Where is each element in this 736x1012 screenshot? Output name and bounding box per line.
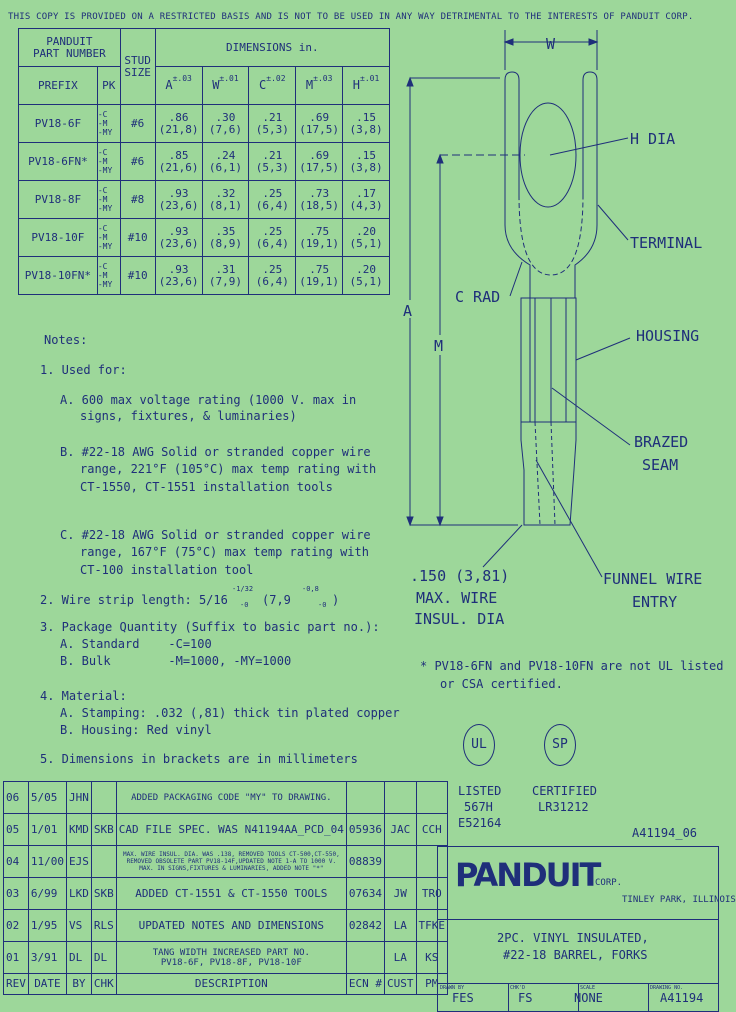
- cell-a: .86 (21,8): [155, 105, 202, 143]
- cell-s: #6: [120, 143, 155, 181]
- cell-a: .85 (21,6): [155, 143, 202, 181]
- revision-row: [4, 782, 448, 814]
- note-2: 2. Wire strip length: 5/16: [40, 593, 228, 607]
- col-tolerance: ±.01: [219, 73, 239, 83]
- rev-rev: 06: [4, 782, 29, 814]
- rev-cust: JW: [385, 878, 417, 910]
- col-letter: A: [165, 77, 173, 92]
- cell-s: #10: [120, 257, 155, 295]
- note-3a: A. Standard -C=100: [60, 637, 212, 651]
- note-2-tol1: -1/32: [232, 585, 254, 593]
- rev-cust: LA: [385, 942, 417, 974]
- rev-hdr-cust: CUST: [385, 974, 417, 995]
- rev-hdr-chk: CHK: [91, 974, 116, 995]
- cell-s: #10: [120, 219, 155, 257]
- label-terminal: TERMINAL: [630, 234, 703, 252]
- col-letter: C: [259, 77, 267, 92]
- cell-p: PV18-8F: [19, 181, 98, 219]
- rev-ecn: 05936: [346, 814, 384, 846]
- note-1: 1. Used for:: [40, 363, 127, 377]
- cell-w: .32 (8,1): [202, 181, 249, 219]
- cell-pk: -C -M -MY: [97, 219, 120, 257]
- rev-pm: KS: [416, 942, 448, 974]
- label-funnel-1: FUNNEL WIRE: [603, 570, 703, 588]
- cell-c: .21 (5,3): [249, 105, 296, 143]
- rev-chk: SKB: [91, 878, 116, 910]
- drawing-no-top: A41194_06: [632, 826, 698, 840]
- col-tolerance: ±.03: [313, 73, 333, 83]
- drawing-no-value: A41194: [660, 991, 704, 1005]
- col-tolerance: ±.02: [266, 73, 286, 83]
- rev-ecn: [346, 942, 384, 974]
- label-insul-1: .150 (3,81): [410, 567, 510, 585]
- rev-by: DL: [67, 942, 92, 974]
- note-1c-line1: C. #22-18 AWG Solid or stranded copper wire: [60, 528, 371, 542]
- cell-h: .20 (5,1): [343, 219, 390, 257]
- cell-h: .17 (4,3): [343, 181, 390, 219]
- label-c-rad: C RAD: [455, 288, 501, 306]
- rev-rev: 05: [4, 814, 29, 846]
- csa-logo: SP: [544, 724, 576, 766]
- rev-hdr-desc: DESCRIPTION: [116, 974, 346, 995]
- cell-m: .69 (17,5): [296, 105, 343, 143]
- listed-3: E52164: [458, 816, 502, 830]
- note-2-tol3: -0,8: [302, 585, 319, 593]
- scale-value: NONE: [574, 991, 603, 1005]
- cell-pk: -C -M -MY: [97, 257, 120, 295]
- certified-2: LR31212: [538, 800, 589, 814]
- rev-desc: UPDATED NOTES AND DIMENSIONS: [116, 910, 346, 942]
- hdr-pk: PK: [97, 67, 120, 105]
- label-w: W: [546, 35, 556, 53]
- rev-ecn: [346, 782, 384, 814]
- footnote-2: or CSA certified.: [440, 677, 563, 691]
- rev-date: 5/05: [28, 782, 66, 814]
- rev-date: 1/95: [28, 910, 66, 942]
- note-4: 4. Material:: [40, 689, 127, 703]
- cell-s: #6: [120, 105, 155, 143]
- label-funnel-2: ENTRY: [632, 593, 678, 611]
- rev-chk: DL: [91, 942, 116, 974]
- rev-date: 3/91: [28, 942, 66, 974]
- cell-pk: -C -M -MY: [97, 105, 120, 143]
- cell-w: .30 (7,6): [202, 105, 249, 143]
- cell-p: PV18-6FN*: [19, 143, 98, 181]
- rev-by: JHN: [67, 782, 92, 814]
- chkd-label: CHK'D: [510, 985, 526, 991]
- note-1a-line2: signs, fixtures, & luminaries): [80, 409, 297, 423]
- rev-by: LKD: [67, 878, 92, 910]
- listed-2: 567H: [464, 800, 493, 814]
- rev-cust: [385, 846, 417, 878]
- hdr-prefix: PREFIX: [19, 67, 98, 105]
- label-a: A: [403, 302, 413, 320]
- note-1b-line3: CT-1550, CT-1551 installation tools: [80, 480, 333, 494]
- note-2-tol4: -0: [318, 601, 327, 609]
- cell-p: PV18-10FN*: [19, 257, 98, 295]
- cell-h: .20 (5,1): [343, 257, 390, 295]
- rev-desc: MAX. WIRE INSUL. DIA. WAS .138, REMOVED TOOLS CT-500,CT-550, REMOVED OBSOLETE PART PV18-14F,UPDATED NOTE 1-A TO 1000 V. MAX. IN SIGNS,FIXTURES & LUMINARIES, ADDED NOTE "*": [116, 846, 346, 878]
- hdr-part1: PANDUIT: [46, 34, 93, 48]
- drawn-label: DRAWN BY: [440, 985, 465, 991]
- note-1a-line1: A. 600 max voltage rating (1000 V. max in: [60, 393, 357, 407]
- label-h-dia: H DIA: [630, 130, 676, 148]
- note-1b-line2: range, 221°F (105°C) max temp rating with: [80, 462, 377, 476]
- rev-rev: 04: [4, 846, 29, 878]
- rev-hdr-by: BY: [67, 974, 92, 995]
- certified-1: CERTIFIED: [532, 784, 598, 798]
- label-brazed: BRAZED: [634, 433, 689, 451]
- note-3: 3. Package Quantity (Suffix to basic part no.):: [40, 620, 380, 634]
- cell-a: .93 (23,6): [155, 219, 202, 257]
- cell-w: .31 (7,9): [202, 257, 249, 295]
- rev-date: 1/01: [28, 814, 66, 846]
- rev-rev: 02: [4, 910, 29, 942]
- rev-ecn: 07634: [346, 878, 384, 910]
- note-1c-line3: CT-100 installation tool: [80, 563, 254, 577]
- cell-p: PV18-10F: [19, 219, 98, 257]
- label-insul-2: MAX. WIRE: [416, 589, 498, 607]
- hdr-stud2: SIZE: [124, 65, 151, 79]
- rev-hdr-rev: REV: [4, 974, 29, 995]
- revision-row: [4, 878, 448, 910]
- rev-hdr-date: DATE: [28, 974, 66, 995]
- rev-cust: LA: [385, 910, 417, 942]
- rev-rev: 03: [4, 878, 29, 910]
- rev-chk: RLS: [91, 910, 116, 942]
- revision-row: [4, 814, 448, 846]
- rev-cust: JAC: [385, 814, 417, 846]
- chkd-value: FS: [518, 991, 533, 1005]
- rev-chk: [91, 782, 116, 814]
- note-4b: B. Housing: Red vinyl: [60, 723, 212, 737]
- title-line-1: 2PC. VINYL INSULATED,: [497, 931, 649, 945]
- revision-row: [4, 910, 448, 942]
- label-insul-3: INSUL. DIA: [414, 610, 505, 628]
- col-letter: M: [305, 77, 314, 92]
- note-1b-line1: B. #22-18 AWG Solid or stranded copper wire: [60, 445, 371, 459]
- rev-desc: CAD FILE SPEC. WAS N41194AA_PCD_04: [116, 814, 346, 846]
- cell-s: #8: [120, 181, 155, 219]
- cell-m: .75 (19,1): [296, 257, 343, 295]
- footnote-1: * PV18-6FN and PV18-10FN are not UL listed: [420, 659, 724, 673]
- note-5: 5. Dimensions in brackets are in millimeters: [40, 752, 358, 766]
- col-tolerance: ±.01: [360, 73, 380, 83]
- panduit-logo: PANDUIT: [455, 856, 600, 894]
- note-1c-line2: range, 167°F (75°C) max temp rating with: [80, 545, 369, 559]
- rev-chk: [91, 846, 116, 878]
- rev-pm: CCH: [416, 814, 448, 846]
- scale-label: SCALE: [580, 985, 596, 991]
- cell-m: .69 (17,5): [296, 143, 343, 181]
- col-letter: W: [212, 77, 220, 92]
- hdr-stud1: STUD: [124, 53, 151, 67]
- label-seam: SEAM: [642, 456, 679, 474]
- rev-by: KMD: [67, 814, 92, 846]
- note-2-mm: (7,9: [262, 593, 291, 607]
- rev-by: VS: [67, 910, 92, 942]
- rev-pm: TFKE: [416, 910, 448, 942]
- title-line-2: #22-18 BARREL, FORKS: [503, 948, 648, 962]
- rev-ecn: 08839: [346, 846, 384, 878]
- col-tolerance: ±.03: [172, 73, 192, 83]
- cell-h: .15 (3,8): [343, 105, 390, 143]
- cell-c: .25 (6,4): [249, 181, 296, 219]
- rev-ecn: 02842: [346, 910, 384, 942]
- revision-table: [3, 781, 448, 995]
- revision-row: [4, 846, 448, 878]
- cell-a: .93 (23,6): [155, 181, 202, 219]
- hdr-part2: PART NUMBER: [32, 46, 106, 60]
- rev-desc: ADDED PACKAGING CODE "MY" TO DRAWING.: [116, 782, 346, 814]
- note-4a: A. Stamping: .032 (,81) thick tin plated copper: [60, 706, 400, 720]
- cell-a: .93 (23,6): [155, 257, 202, 295]
- cell-m: .73 (18,5): [296, 181, 343, 219]
- cell-c: .25 (6,4): [249, 257, 296, 295]
- ul-logo: UL: [463, 724, 495, 766]
- cell-m: .75 (19,1): [296, 219, 343, 257]
- rev-date: 6/99: [28, 878, 66, 910]
- rev-by: EJS: [67, 846, 92, 878]
- location-label: TINLEY PARK, ILLINOIS: [622, 895, 736, 905]
- rev-pm: TRO: [416, 878, 448, 910]
- cell-w: .24 (6,1): [202, 143, 249, 181]
- drawing-no-label: DRAWING NO.: [650, 985, 684, 991]
- drawn-value: FES: [452, 991, 474, 1005]
- rev-pm: [416, 782, 448, 814]
- cell-c: .21 (5,3): [249, 143, 296, 181]
- note-2-tol2: -0: [240, 601, 249, 609]
- label-m: M: [434, 337, 444, 355]
- rev-hdr-ecn: ECN #: [346, 974, 384, 995]
- cell-pk: -C -M -MY: [97, 143, 120, 181]
- rev-rev: 01: [4, 942, 29, 974]
- cell-h: .15 (3,8): [343, 143, 390, 181]
- cell-pk: -C -M -MY: [97, 181, 120, 219]
- cell-w: .35 (8,9): [202, 219, 249, 257]
- notes-title: Notes:: [44, 333, 88, 347]
- label-housing: HOUSING: [636, 327, 700, 345]
- rev-hdr-pm: PM: [416, 974, 448, 995]
- cell-c: .25 (6,4): [249, 219, 296, 257]
- revision-row: [4, 942, 448, 974]
- listed-1: LISTED: [458, 784, 502, 798]
- rev-cust: [385, 782, 417, 814]
- col-letter: H: [352, 77, 361, 92]
- cell-p: PV18-6F: [19, 105, 98, 143]
- rev-date: 11/00: [28, 846, 66, 878]
- header-notice: THIS COPY IS PROVIDED ON A RESTRICTED BASIS AND IS NOT TO BE USED IN ANY WAY DETRIMENTAL TO THE INTERESTS OF PANDUIT CORP.: [8, 12, 694, 22]
- hdr-dims: DIMENSIONS in.: [155, 29, 389, 67]
- rev-chk: SKB: [91, 814, 116, 846]
- rev-desc: ADDED CT-1551 & CT-1550 TOOLS: [116, 878, 346, 910]
- note-3b: B. Bulk -M=1000, -MY=1000: [60, 654, 292, 668]
- rev-desc: TANG WIDTH INCREASED PART NO. PV18-6F, PV18-8F, PV18-10F: [116, 942, 346, 974]
- note-2-end: ): [332, 593, 340, 607]
- corp-label: CORP.: [595, 878, 623, 888]
